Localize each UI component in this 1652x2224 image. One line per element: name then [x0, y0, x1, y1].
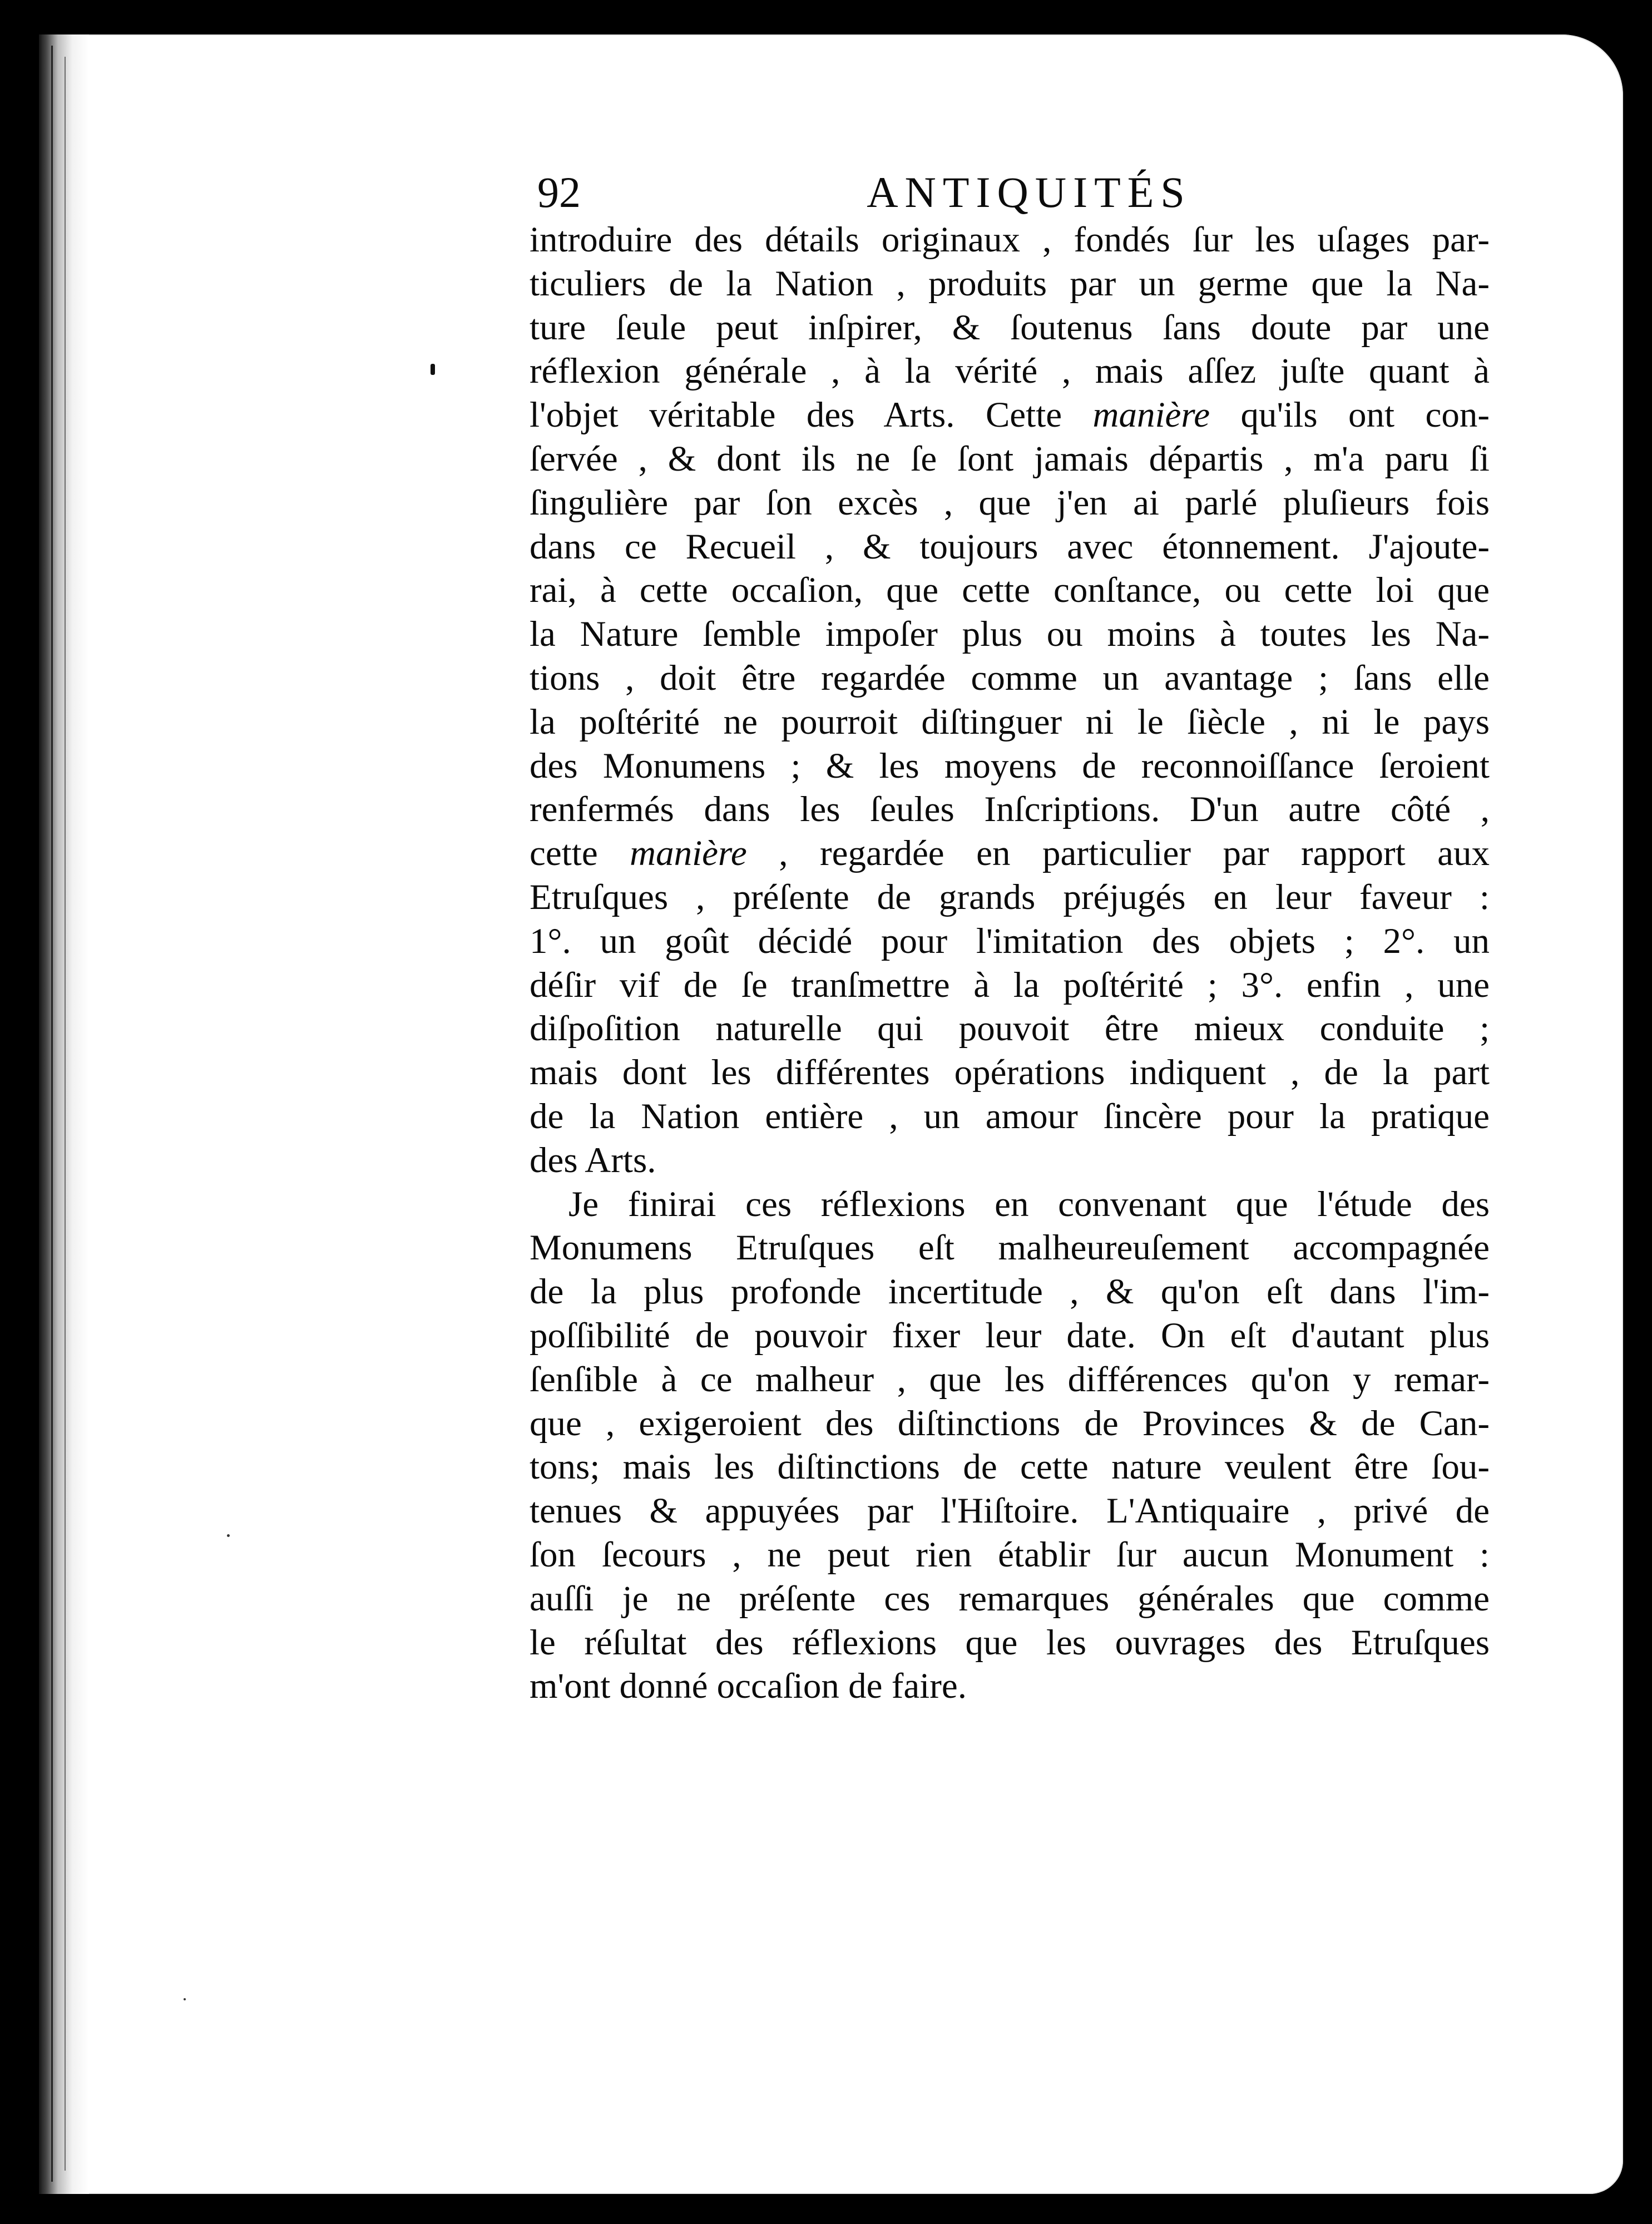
text-line — [530, 700, 1490, 744]
text-line — [530, 481, 1490, 525]
text-segment: Je finirai ces réflexions en convenant que l'étude des — [568, 1184, 1490, 1224]
text-line — [530, 1226, 1490, 1270]
text-segment: ſingulière par ſon excès , que j'en ai parlé pluſieurs fois — [530, 482, 1490, 523]
text-segment: ticuliers de la Nation , produits par un germe que la Na- — [530, 263, 1490, 304]
text-line — [530, 1314, 1490, 1358]
paragraph — [530, 1183, 1490, 1709]
text-segment: que , exigeroient des diſtinctions de Provinces & de Can- — [530, 1403, 1490, 1444]
text-segment: l'objet véritable des Arts. Cette — [530, 395, 1093, 436]
text-block — [530, 167, 1490, 1708]
text-line — [530, 788, 1490, 832]
text-segment: renfermés dans les ſeules Inſcriptions. D'un autre côté , — [530, 789, 1490, 830]
text-line — [530, 437, 1490, 481]
text-line — [530, 1489, 1490, 1533]
text-segment: ſon ſecours , ne peut rien établir ſur aucun Monument : — [530, 1534, 1490, 1575]
text-segment: m'ont donné occaſion de faire. — [530, 1666, 967, 1707]
text-line — [530, 920, 1490, 963]
text-segment: rai, à cette occaſion, que cette conſtance, ou cette loi que — [530, 570, 1490, 611]
text-line — [530, 1183, 1490, 1227]
text-line — [530, 1007, 1490, 1051]
text-segment: dans ce Recueil , & toujours avec étonnement. J'ajoute- — [530, 526, 1490, 567]
text-segment: ſenſible à ce malheur , que les différences qu'on y remar- — [530, 1359, 1490, 1400]
text-line — [530, 612, 1490, 656]
binding-gutter — [39, 34, 89, 2194]
text-line — [530, 525, 1490, 569]
text-segment: poſſibilité de pouvoir fixer leur date. On eſt d'autant plus — [530, 1315, 1490, 1356]
gutter-shadow-line — [51, 46, 53, 2182]
text-segment: cette — [530, 833, 630, 874]
text-segment: auſſi je ne préſente ces remarques générales que comme — [530, 1578, 1490, 1619]
ink-speck — [431, 364, 435, 375]
text-line — [530, 1533, 1490, 1577]
text-segment: des Monumens ; & les moyens de reconnoiſſance ſeroient — [530, 745, 1490, 786]
text-segment: qu'ils ont con- — [1210, 395, 1490, 436]
text-segment: tenues & appuyées par l'Hiſtoire. L'Antiquaire , privé de — [530, 1491, 1490, 1531]
text-line — [530, 1095, 1490, 1139]
ink-speck — [227, 1534, 230, 1537]
running-title: ANTIQUITÉS — [867, 168, 1191, 216]
text-line — [530, 656, 1490, 700]
text-line — [530, 1621, 1490, 1665]
text-line — [530, 1664, 1490, 1708]
text-segment: ture ſeule peut inſpirer, & ſoutenus ſans doute par une — [530, 307, 1490, 348]
text-segment: ſervée , & dont ils ne ſe ſont jamais départis , m'a paru ſi — [530, 438, 1490, 479]
text-segment: la Nature ſemble impoſer plus ou moins à toutes les Na- — [530, 614, 1490, 655]
text-line — [530, 262, 1490, 306]
text-segment: réflexion générale , à la vérité , mais aſſez juſte quant à — [530, 351, 1490, 392]
text-line — [530, 963, 1490, 1007]
text-segment: la poſtérité ne pourroit diſtinguer ni le ſiècle , ni le pays — [530, 701, 1490, 742]
text-line — [530, 393, 1490, 437]
text-segment: des Arts. — [530, 1140, 656, 1180]
text-line — [530, 1270, 1490, 1314]
text-line — [530, 306, 1490, 350]
text-line — [530, 1445, 1490, 1489]
text-line — [530, 1577, 1490, 1621]
text-segment: introduire des détails originaux , fondés ſur les uſages par- — [530, 220, 1490, 260]
body-text — [530, 218, 1490, 1708]
text-segment: déſir vif de ſe tranſmettre à la poſtérité ; 3°. enfin , une — [530, 965, 1490, 1005]
ink-speck — [184, 1998, 186, 2000]
text-segment: de la plus profonde incertitude , & qu'on eſt dans l'im- — [530, 1272, 1490, 1312]
text-line — [530, 876, 1490, 920]
paragraph — [530, 218, 1490, 1183]
text-line — [530, 1402, 1490, 1446]
text-segment: Etruſques , préſente de grands préjugés en leur faveur : — [530, 877, 1490, 917]
text-line — [530, 569, 1490, 612]
text-segment: de la Nation entière , un amour ſincère pour la pratique — [530, 1096, 1490, 1136]
text-line — [530, 832, 1490, 876]
text-segment: 1°. un goût décidé pour l'imitation des objets ; 2°. un — [530, 921, 1490, 961]
text-segment: mais dont les différentes opérations indiquent , de la part — [530, 1052, 1490, 1093]
text-segment: , regardée en particulier par rapport aux — [746, 833, 1490, 874]
text-line — [530, 349, 1490, 393]
text-segment: Monumens Etruſques eſt malheureuſement accompagnée — [530, 1228, 1490, 1268]
italic-word: manière — [630, 833, 747, 874]
text-segment: tons; mais les diſtinctions de cette nature veulent être ſou- — [530, 1447, 1490, 1487]
text-segment: le réſultat des réflexions que les ouvrages des Etruſques — [530, 1622, 1490, 1663]
gutter-shadow-line — [65, 57, 66, 2171]
text-line — [530, 744, 1490, 788]
running-head — [530, 167, 1490, 218]
text-line — [530, 1051, 1490, 1095]
text-line — [530, 1139, 1490, 1183]
text-segment: tions , doit être regardée comme un avantage ; ſans elle — [530, 658, 1490, 698]
italic-word: manière — [1092, 395, 1210, 436]
page-number: 92 — [537, 168, 581, 216]
text-line — [530, 1358, 1490, 1402]
text-segment: diſpoſition naturelle qui pouvoit être mieux conduite ; — [530, 1009, 1490, 1049]
text-line — [530, 218, 1490, 262]
